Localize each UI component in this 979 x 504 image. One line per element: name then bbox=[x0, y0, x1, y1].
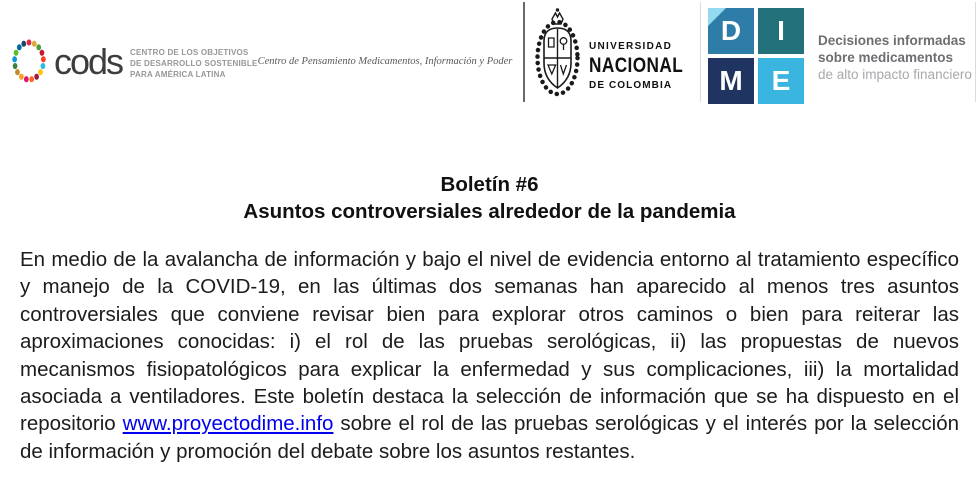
unal-line-universidad: UNIVERSIDAD bbox=[589, 40, 673, 52]
center-caption: Centro de Pensamiento Medicamentos, Información y Poder bbox=[257, 56, 513, 67]
title-line1: Boletín #6 bbox=[440, 173, 539, 196]
body-text-after-link: sobre el rol de las pruebas serológicas y el interés por la selección de información y promoción del debate sobre los asuntos restantes. bbox=[20, 412, 959, 463]
dime-letter: M bbox=[719, 65, 743, 96]
unal-logo bbox=[531, 6, 704, 103]
dime-tagline-line1: Decisiones informadas bbox=[818, 33, 966, 48]
dime-square-e bbox=[758, 58, 804, 104]
dime-square-m bbox=[708, 58, 754, 104]
title-line2: Asuntos controversiales alrededor de la pandemia bbox=[243, 200, 736, 223]
unal-line-nacional: NACIONAL bbox=[589, 53, 684, 77]
header-divider bbox=[523, 2, 525, 102]
document-title bbox=[0, 171, 979, 225]
body-text-before-link: En medio de la avalancha de información y bajo el nivel de evidencia entorno al tratamiento específico y manejo de la COVID-19, en las últimas dos semanas han aparecido al menos tres asuntos controversiales que conviene revisar bien para explorar otros caminos o bien para reiterar las aproximaciones conocidas: i) el rol de las pruebas serológicas, ii) las propuestas de nuevos mecanismos fisiopatológicos para explicar la enfermedad y sus complicaciones, iii) la mortalidad asociada a ventiladores. Este boletín destaca la selección de información que se ha dispuesto en el repositorio bbox=[20, 248, 959, 436]
dime-letter: I bbox=[777, 15, 785, 46]
unal-crest-icon bbox=[531, 6, 584, 103]
cods-tagline-line: PARA AMÉRICA LATINA bbox=[130, 69, 226, 79]
unal-text bbox=[589, 41, 704, 91]
proyectodime-link[interactable]: www.proyectodime.info bbox=[122, 412, 334, 436]
dime-squares bbox=[708, 8, 804, 104]
unal-line-de-colombia: DE COLOMBIA bbox=[589, 79, 673, 91]
dime-square-d bbox=[708, 8, 754, 54]
dime-tagline bbox=[818, 32, 972, 104]
body-paragraph bbox=[20, 246, 959, 465]
dime-logo bbox=[708, 8, 972, 104]
cods-wordmark: cods bbox=[54, 41, 123, 82]
cods-tagline-line: DE DESARROLLO SOSTENIBLE bbox=[130, 58, 258, 68]
cods-dots-icon bbox=[10, 36, 48, 86]
dime-letter: E bbox=[771, 65, 791, 96]
dime-square-i bbox=[758, 8, 804, 54]
cods-tagline bbox=[130, 47, 257, 80]
dime-tagline-line3: de alto impacto financiero bbox=[818, 67, 972, 82]
dime-tagline-line2: sobre medicamentos bbox=[818, 50, 954, 65]
cods-logo bbox=[10, 36, 258, 86]
header-divider bbox=[975, 2, 976, 102]
dime-letter: D bbox=[720, 15, 742, 46]
cods-dots-ring bbox=[12, 39, 46, 82]
dime-fold-corner bbox=[708, 8, 726, 26]
cods-tagline-line: CENTRO DE LOS OBJETIVOS bbox=[130, 47, 249, 57]
